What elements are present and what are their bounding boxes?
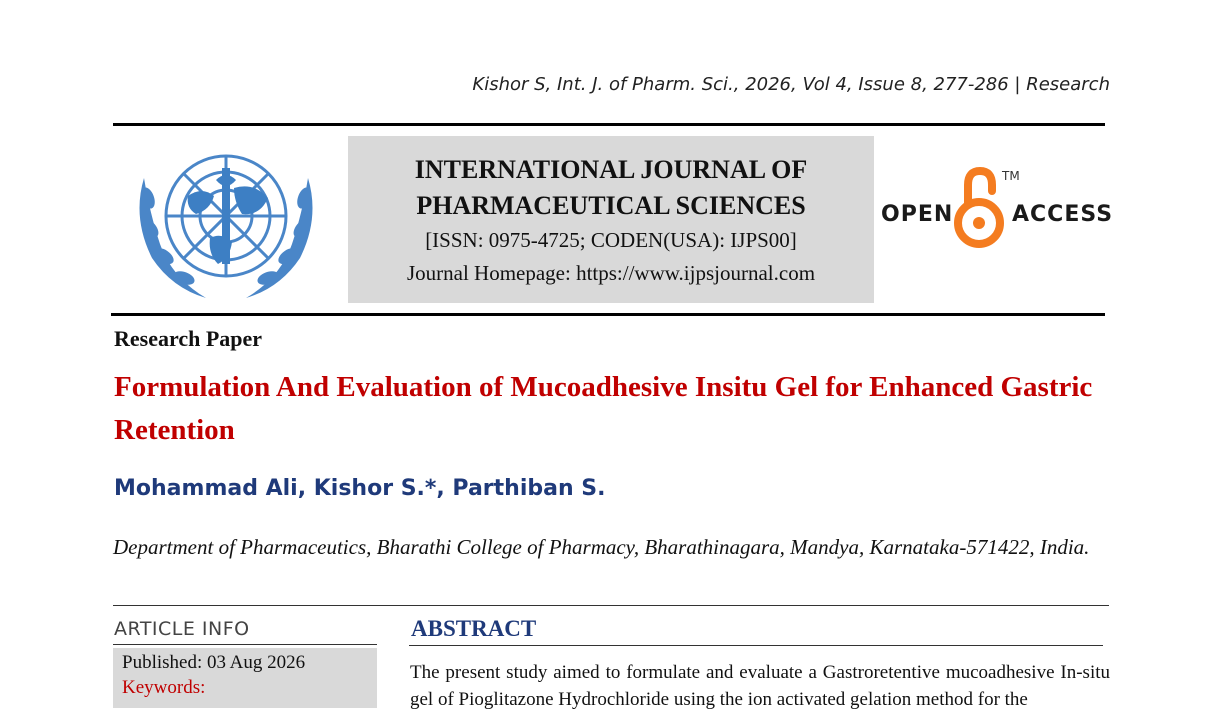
journal-name-line1: INTERNATIONAL JOURNAL OF [414,155,808,184]
article-info-box [113,648,377,708]
header-rule-top [113,123,1105,126]
header-rule-bottom [111,313,1105,316]
article-title: Formulation And Evaluation of Mucoadhesive Insitu Gel for Enhanced Gastric Retention [114,371,1093,446]
open-lock-icon [954,165,1004,249]
abstract-text: The present study aimed to formulate and evaluate a Gastroretentive mucoadhesive In-situ gel of Pioglitazone Hydrochloride using the ion activated gelation method for the [410,662,1110,710]
article-authors: Mohammad Ali, Kishor S.*, Parthiban S. [114,476,606,501]
author-affiliation: Department of Pharmaceutics, Bharathi College of Pharmacy, Bharathinagara, Mandya, Karnataka-571422, India. [113,535,1090,559]
article-info-rule [113,644,377,645]
un-emblem-icon [126,138,326,306]
open-access-access-text: ACCESS [1012,202,1114,227]
journal-masthead [348,136,874,303]
journal-homepage-link[interactable]: Journal Homepage: https://www.ijpsjournal.com [406,261,816,285]
open-access-logo [880,165,1114,255]
published-date: Published: 03 Aug 2026 [122,652,306,673]
journal-name-line2: PHARMACEUTICAL SCIENCES [416,191,806,220]
paper-type-label: Research Paper [114,326,263,351]
journal-issn: [ISSN: 0975-4725; CODEN(USA): IJPS00] [425,228,797,252]
journal-citation: Kishor S, Int. J. of Pharm. Sci., 2026, Vol 4, Issue 8, 277-286 | Research [472,74,1110,95]
section-divider [113,605,1109,606]
abstract-heading: ABSTRACT [411,616,537,641]
keywords-label: Keywords: [122,677,206,698]
open-access-tm: TM [1002,169,1020,183]
abstract-rule [409,645,1103,646]
open-access-open-text: OPEN [881,202,954,227]
article-info-heading: ARTICLE INFO [114,618,250,640]
